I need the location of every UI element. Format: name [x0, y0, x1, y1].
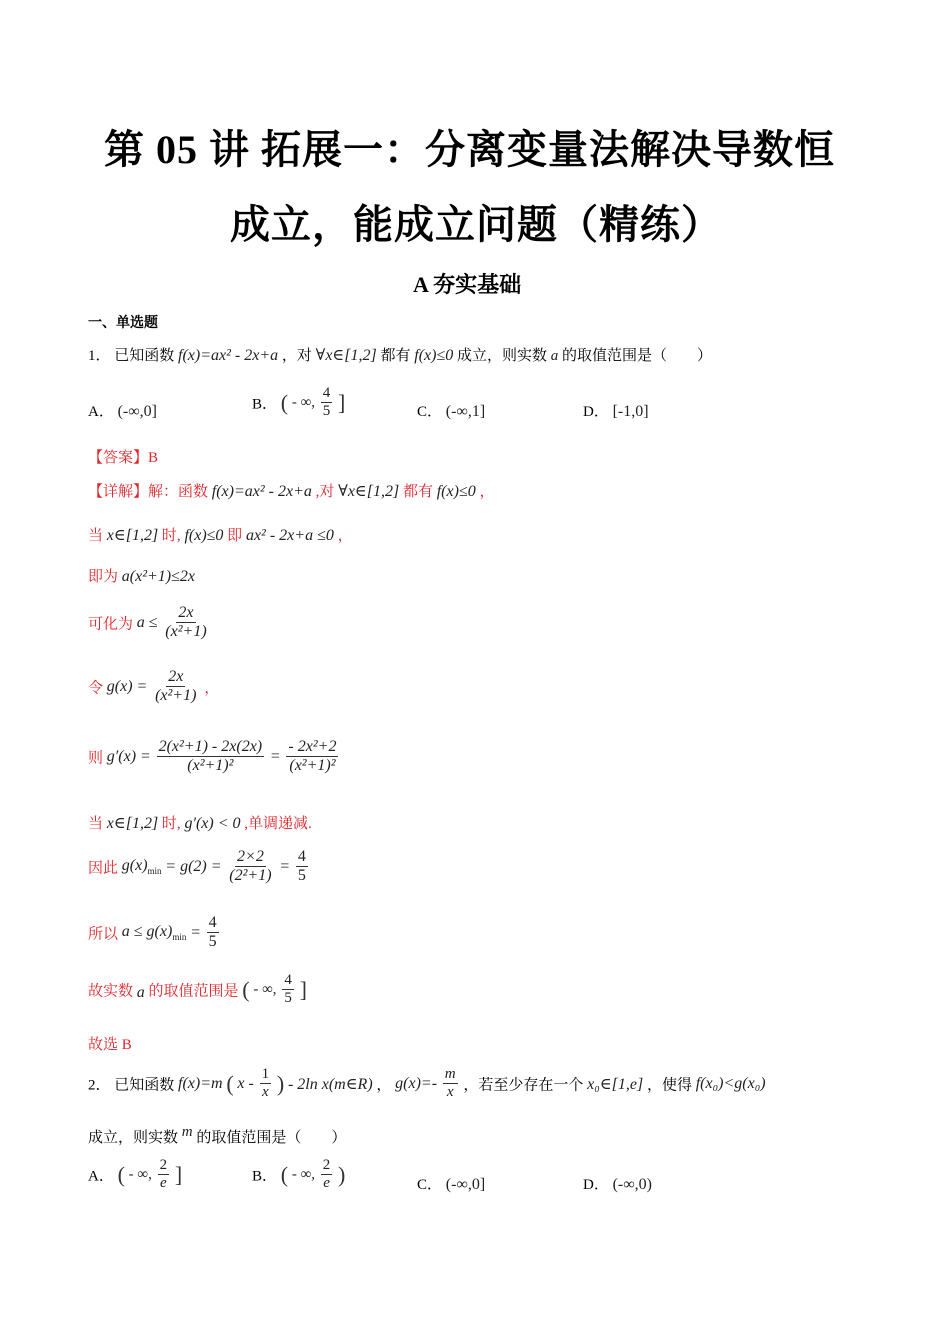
question-2-stem-line2 — [88, 1124, 346, 1147]
math-expression: = — [279, 857, 291, 875]
solution-text: ,对 — [315, 484, 335, 500]
solution-line-8 — [88, 848, 310, 886]
option-value: (-∞,0) — [612, 1176, 652, 1193]
solution-text: 时, — [161, 816, 181, 832]
math-expression: a(x²+1)≤2x — [121, 568, 195, 585]
math-expression: f(x)=ax² - 2x+a — [178, 347, 279, 364]
solution-text: ， — [479, 484, 495, 500]
math-expression: x∈[1,2] — [106, 527, 159, 544]
math-expression — [121, 857, 162, 877]
denominator: (2²+1) — [229, 867, 272, 885]
math-expression: - ∞, — [253, 981, 277, 998]
solution-text: 【详解】解：函数 — [88, 484, 209, 500]
option-a[interactable] — [88, 400, 157, 421]
question-text: ，若至少存在一个 — [463, 1077, 584, 1094]
option-label: C． — [417, 1177, 443, 1193]
page-title-line1: 第 05 讲 拓展一：分离变量法解决导数恒 — [104, 127, 835, 172]
question-text: ，对 — [281, 348, 312, 364]
solution-line-3 — [88, 565, 195, 586]
math-expression: f(x₀)<g(x₀) — [695, 1074, 766, 1092]
solution-text: 即为 — [88, 569, 119, 585]
section-subtitle: A 夯实基础 — [413, 272, 522, 297]
question-number: 2． — [88, 1077, 111, 1094]
denominator: (x²+1)² — [187, 757, 234, 775]
math-expression: f(x)≤0 — [436, 483, 476, 500]
bracket-left: ( — [242, 976, 250, 1002]
fraction — [157, 738, 265, 776]
option-label: B． — [252, 396, 278, 413]
numerator: 4 — [296, 848, 308, 867]
page-title-line2: 成立，能成立问题（精练） — [230, 202, 722, 247]
solution-text: ， — [204, 680, 220, 697]
denominator: 5 — [297, 867, 306, 885]
numerator: 2(x²+1) - 2x(2x) — [157, 738, 265, 757]
subscript: min — [147, 866, 162, 877]
solution-text: ,单调递减. — [244, 816, 312, 832]
solution-text: 因此 — [88, 860, 119, 877]
section-header: 一、单选题 — [88, 316, 158, 331]
math-expression: x - — [237, 1074, 254, 1092]
math-expression: - 2ln x(m∈R) — [287, 1075, 373, 1093]
option-label: C． — [417, 404, 443, 420]
math-expression: g(x)=- — [395, 1074, 438, 1092]
bracket-left: ( — [226, 1070, 234, 1096]
solution-line-2 — [88, 524, 353, 545]
solution-text: 所以 — [88, 926, 119, 943]
q2-option-d[interactable] — [583, 1173, 652, 1194]
fraction — [227, 848, 273, 886]
fraction — [296, 848, 308, 886]
solution-text: 令 — [88, 680, 104, 697]
option-value: - ∞, — [291, 394, 316, 411]
math-expression: g′(x) < 0 — [184, 815, 241, 832]
fraction: $\frac{2}{e}$ — [322, 1157, 331, 1192]
math-expression: = — [190, 923, 201, 941]
solution-line-4 — [88, 604, 211, 642]
solution-text: ， — [337, 528, 353, 544]
bracket-left: ( — [117, 1161, 125, 1187]
fraction — [286, 738, 338, 776]
question-number: 1． — [88, 348, 111, 364]
option-value: (-∞,0] — [445, 1176, 486, 1193]
solution-text: 当 — [88, 528, 104, 544]
solution-text: 时, — [161, 528, 181, 544]
option-label: A． — [88, 1168, 114, 1185]
option-value: (-∞,0] — [117, 403, 157, 420]
denominator: (x²+1) — [165, 623, 207, 641]
fraction — [153, 668, 198, 706]
math-term: a ≤ g(x) — [121, 923, 173, 941]
math-expression: x∈[1,2] — [106, 815, 159, 832]
math-expression: ∀x∈[1,2] — [338, 483, 400, 500]
bracket-right: ] — [338, 389, 346, 415]
solution-text: 的取值范围是 — [148, 983, 239, 1000]
math-expression: = — [269, 747, 281, 765]
option-value: - ∞, — [128, 1166, 152, 1183]
option-b[interactable] — [252, 385, 345, 421]
option-value: [-1,0] — [612, 403, 649, 420]
math-expression: ax² - 2x+a ≤0 — [245, 527, 334, 544]
math-expression: a ≤ — [136, 613, 158, 631]
option-value: (-∞,1] — [445, 403, 486, 420]
numerator: 2×2 — [235, 848, 266, 867]
solution-text: 即 — [227, 528, 243, 544]
solution-line-10 — [88, 972, 307, 1008]
numerator: 4 — [207, 914, 219, 933]
question-text: 已知函数 — [114, 1077, 175, 1094]
bracket-right: ) — [338, 1161, 346, 1187]
question-2-stem-line1 — [88, 1066, 766, 1102]
math-expression: f(x)=ax² - 2x+a — [211, 483, 312, 500]
solution-line-6 — [88, 738, 340, 776]
math-expression: f(x)≤0 — [414, 347, 454, 364]
math-variable: m — [181, 1124, 193, 1140]
question-text: 成立，则实数 — [456, 348, 547, 364]
question-text: ，使得 — [646, 1077, 692, 1094]
denominator: (x²+1) — [155, 687, 197, 705]
math-expression: ∀x∈[1,2] — [315, 347, 377, 364]
solution-line-5 — [88, 668, 219, 706]
solution-line-9 — [88, 914, 221, 952]
numerator: 2x — [166, 668, 185, 687]
math-expression: g′(x) = — [106, 747, 151, 765]
question-text: 成立，则实数 — [88, 1130, 179, 1146]
numerator: 2x — [176, 604, 195, 623]
solution-text: 当 — [88, 816, 104, 832]
solution-text: 可化为 — [88, 616, 134, 633]
answer-label: 【答案】B — [88, 450, 159, 466]
option-label: B． — [252, 1168, 278, 1185]
q2-option-c[interactable] — [417, 1173, 485, 1194]
bracket-left: ( — [280, 1161, 289, 1187]
fraction — [207, 914, 219, 952]
q2-option-b[interactable] — [252, 1157, 345, 1193]
math-variable: a — [550, 348, 559, 364]
math-expression: f(x)≤0 — [184, 527, 224, 544]
numerator: - 2x²+2 — [286, 738, 338, 757]
fraction: $\frac{1}{x}$ — [261, 1066, 270, 1101]
math-expression: f(x)=m — [178, 1074, 223, 1092]
solution-line-1 — [88, 480, 494, 501]
question-text: 的取值范围是（ ） — [562, 348, 713, 364]
fraction: $\frac{4}{5}$ — [322, 385, 331, 420]
fraction: $\frac{2}{e}$ — [159, 1157, 168, 1192]
solution-text: 故实数 — [88, 983, 134, 1000]
bracket-right: ] — [174, 1161, 183, 1187]
q2-option-a[interactable] — [88, 1157, 182, 1193]
math-variable: a — [136, 984, 145, 1002]
question-1-stem — [88, 344, 712, 365]
subscript: min — [172, 932, 187, 943]
math-expression: g(x) = — [106, 677, 148, 695]
bracket-left: ( — [280, 389, 289, 415]
bracket-right: ] — [299, 976, 307, 1002]
solution-line-7 — [88, 812, 312, 833]
option-label: D． — [583, 404, 609, 420]
question-text: 都有 — [380, 348, 411, 364]
solution-text: 则 — [88, 750, 104, 767]
bracket-right: ) — [276, 1070, 285, 1096]
option-label: D． — [583, 1177, 609, 1193]
question-text: 的取值范围是（ ） — [196, 1130, 347, 1146]
denominator: (x²+1)² — [289, 757, 336, 775]
fraction: $\frac{m}{x}$ — [444, 1066, 456, 1101]
denominator: 5 — [208, 933, 217, 951]
math-term: g(x) — [121, 857, 148, 875]
option-value: - ∞, — [291, 1166, 316, 1183]
solution-line-11: 故选 B — [88, 1037, 132, 1053]
question-text: ， — [376, 1077, 392, 1094]
option-d[interactable] — [583, 400, 649, 421]
option-label: A． — [88, 404, 114, 420]
math-expression: = g(2) = — [165, 857, 222, 875]
solution-text: 都有 — [402, 484, 433, 500]
fraction: $\frac{4}{5}$ — [284, 972, 292, 1007]
fraction — [163, 604, 208, 642]
math-expression: x₀∈[1,e] — [587, 1075, 644, 1093]
option-c[interactable] — [417, 400, 485, 421]
question-text: 已知函数 — [114, 348, 175, 364]
math-expression — [121, 923, 187, 943]
